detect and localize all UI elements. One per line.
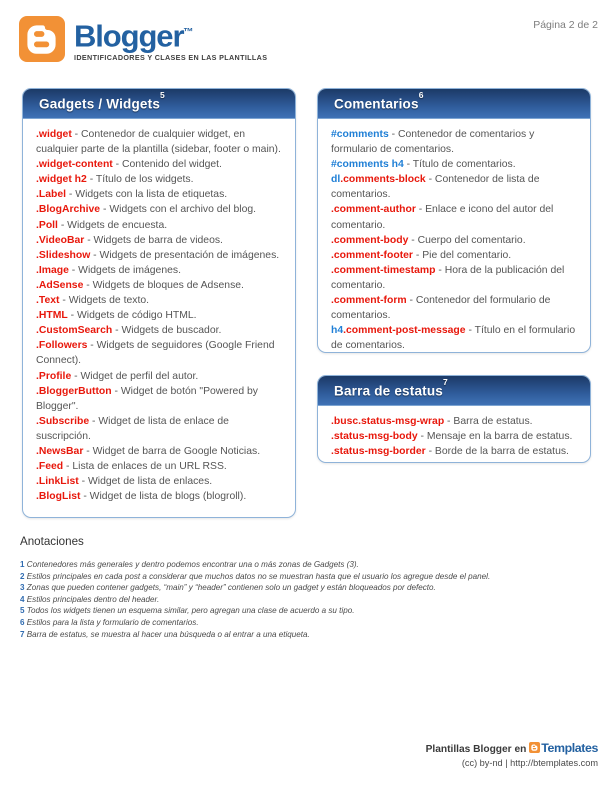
annotations-section (20, 535, 595, 640)
selector-entry (331, 202, 579, 232)
trademark-symbol: ™ (183, 27, 194, 38)
selector-description: - Widget de botón "Powered by Blogger". (36, 385, 258, 412)
panel-body (23, 119, 295, 513)
brand-wordmark (74, 17, 193, 52)
selector-description: - Título en el formulario de comentarios. (331, 325, 576, 352)
selector-description: - Pie del comentario. (412, 249, 512, 261)
selector-name: dl (331, 174, 341, 186)
selector-description: - Widgets con la lista de etiquetas. (66, 189, 228, 201)
annotation-number: 6 (20, 617, 25, 627)
annotation-text: Contenedores más generales y dentro podemos encontrar una o más zonas de Gadgets (3). (24, 560, 359, 569)
selector-description: - Contenedor de comentarios y formulario de comentarios. (331, 129, 535, 156)
annotation-number: 1 (20, 560, 25, 569)
annotation-text: Estilos principales en cada post a considerar que muchos datos no se muestran hasta que el usuario los agregue desde el panel. (24, 571, 491, 581)
annotation-number: 3 (20, 583, 25, 593)
panel-body (318, 119, 590, 353)
panel-title-text: Comentarios (334, 96, 419, 112)
selector-description: - Contenido del widget. (112, 159, 222, 171)
selector-entry (331, 248, 579, 263)
selector-entry (331, 157, 579, 172)
selector-entry (36, 127, 284, 157)
selector-name: .status-msg-border (331, 446, 426, 458)
selector-description: - Widget de lista de enlaces. (78, 476, 213, 488)
selector-description: - Widgets de presentación de imágenes. (90, 249, 280, 261)
selector-description: - Widgets de imágenes. (68, 264, 181, 276)
annotation-item (20, 559, 595, 571)
selector-name: .Label (36, 189, 67, 201)
annotation-text: Estilos principales dentro del header. (24, 594, 160, 604)
annotation-number: 4 (20, 594, 25, 604)
selector-description: - Widgets con el archivo del blog. (100, 204, 257, 216)
selector-name: .widget h2 (36, 174, 87, 186)
selector-name: .AdSense (36, 279, 84, 291)
selector-entry (331, 127, 579, 157)
selector-entry (36, 308, 284, 323)
annotation-text: Zonas que pueden contener gadgets, “main” y “header” contienen solo un gadget y están bloqueados por defecto. (24, 583, 436, 593)
panel-header (318, 89, 590, 119)
selector-description: - Lista de enlaces de un URL RSS. (63, 461, 227, 473)
selector-entry (36, 293, 284, 308)
panel-body (318, 406, 590, 463)
page-number: Página 2 de 2 (533, 19, 598, 31)
selector-name: .Image (36, 264, 69, 276)
panel-title (39, 90, 165, 112)
logo-text-column (74, 16, 267, 62)
panel-header (23, 89, 295, 119)
selector-entry (36, 172, 284, 187)
selector-description: - Hora de la publicación del comentario. (331, 264, 565, 291)
selector-description: - Widgets de barra de videos. (84, 234, 223, 246)
panel-title (334, 377, 448, 399)
annotation-number: 7 (20, 629, 25, 639)
annotation-item (20, 629, 595, 641)
selector-name: .comment-timestamp (331, 264, 436, 276)
selector-name: .NewsBar (36, 445, 84, 457)
blogger-b-icon-small (529, 742, 540, 753)
annotation-item (20, 605, 595, 617)
selector-name: .Followers (36, 340, 88, 352)
selector-name: .Poll (36, 219, 58, 231)
panel-title-footnote: 6 (418, 90, 424, 101)
panel-title (334, 90, 424, 112)
annotation-item (20, 594, 595, 606)
selector-description: - Widgets de buscador. (112, 325, 222, 337)
selector-entry (36, 444, 284, 459)
blogger-logo (19, 16, 267, 62)
annotation-text: Barra de estatus, se muestra al hacer una búsqueda o al entrar a una etiqueta. (24, 629, 310, 639)
selector-description: - Contenedor de cualquier widget, en cualquier parte de la plantilla (sidebar, footer o main). (36, 129, 281, 156)
selector-entry (36, 459, 284, 474)
selector-description: - Contenedor del formulario de comentarios. (331, 295, 551, 322)
selector-name: .busc.status-msg-wrap (331, 416, 445, 427)
selector-description: - Widgets de encuesta. (57, 219, 168, 231)
footer-license: (cc) by-nd | http://btemplates.com (461, 758, 598, 768)
selector-name: .CustomSearch (36, 325, 113, 337)
panel-title-footnote: 7 (443, 377, 448, 388)
selector-name: .LinkList (36, 476, 79, 488)
logo-subtitle: IDENTIFICADORES Y CLASES EN LAS PLANTILLAS (74, 53, 268, 63)
selector-entry (331, 429, 579, 444)
selector-description: - Widgets de texto. (59, 295, 149, 307)
selector-name: #comments h4 (331, 159, 404, 171)
selector-entry (36, 384, 284, 414)
selector-name: .comments-block (340, 174, 426, 186)
panel-title-text: Gadgets / Widgets (39, 96, 161, 112)
selector-entry (36, 263, 284, 278)
selector-name: .comment-form (331, 295, 407, 307)
selector-name: .BlogArchive (36, 204, 101, 216)
selector-name: .comment-footer (331, 249, 413, 261)
selector-entry (36, 278, 284, 293)
selector-name: .Text (36, 295, 60, 307)
annotation-item (20, 617, 595, 629)
annotation-item (20, 571, 595, 583)
templates-wordmark: Templates (541, 741, 598, 755)
selector-description: - Enlace e icono del autor del comentario. (331, 204, 554, 231)
selector-description: - Widgets de bloques de Adsense. (83, 279, 244, 291)
selector-name: .Subscribe (36, 415, 90, 427)
selector-description: - Widgets de seguidores (Google Friend Connect). (36, 340, 275, 367)
selector-description: - Mensaje en la barra de estatus. (417, 431, 573, 443)
annotations-heading: Anotaciones (20, 535, 84, 548)
selector-description: - Widget de lista de enlace de suscripción. (36, 415, 229, 442)
brand-name: Blogger (74, 18, 184, 54)
selector-description: - Widget de lista de blogs (blogroll). (80, 491, 247, 503)
selector-description: - Título de los widgets. (86, 174, 194, 186)
selector-description: - Cuerpo del comentario. (408, 234, 526, 246)
selector-name: #comments (331, 129, 389, 140)
panel-title-footnote: 5 (160, 90, 165, 101)
selector-entry (331, 263, 579, 293)
selector-description: - Título de comentarios. (403, 159, 516, 171)
annotation-text: Todos los widgets tienen un esquema similar, pero agregan una clase de acuerdo a su tipo. (24, 606, 355, 616)
footer-credit (426, 741, 598, 757)
annotation-number: 2 (20, 571, 25, 581)
selector-entry (331, 172, 579, 202)
selector-name: .comment-body (331, 234, 409, 246)
panel-header (318, 376, 590, 406)
selector-entry (36, 489, 284, 504)
selector-entry (331, 293, 579, 323)
selector-entry (36, 369, 284, 384)
selector-entry (331, 414, 579, 429)
selector-description: - Widget de perfil del autor. (71, 370, 199, 382)
selector-name: .BloggerButton (36, 385, 112, 397)
selector-name: .HTML (36, 310, 68, 322)
selector-entry (331, 233, 579, 248)
panel-title-text: Barra de estatus (334, 383, 443, 399)
selector-name: .Slideshow (36, 249, 91, 261)
annotation-number: 5 (20, 606, 25, 616)
selector-entry (36, 233, 284, 248)
selector-description: - Barra de estatus. (444, 416, 533, 427)
selector-description: - Widget de barra de Google Noticias. (83, 445, 261, 457)
blogger-b-icon (19, 16, 65, 62)
selector-name: .widget (36, 129, 72, 140)
selector-name: .comment-author (331, 204, 416, 216)
selector-name: .Feed (36, 461, 64, 473)
selector-name: .comment-post-message (343, 325, 466, 337)
annotation-item (20, 582, 595, 594)
selector-name: .VideoBar (36, 234, 85, 246)
selector-entry (331, 444, 579, 459)
annotation-text: Estilos para la lista y formulario de comentarios. (24, 617, 199, 627)
selector-entry (36, 187, 284, 202)
selector-name: .BlogList (36, 491, 81, 503)
panel-barra-de-estatus (317, 375, 591, 463)
selector-entry (36, 248, 284, 263)
selector-description: - Widgets de código HTML. (67, 310, 197, 322)
selector-entry (36, 202, 284, 217)
selector-description: - Borde de la barra de estatus. (425, 446, 569, 458)
page-header (0, 0, 612, 78)
page-footer (426, 741, 598, 770)
selector-name: .status-msg-body (331, 431, 418, 443)
selector-entry (36, 323, 284, 338)
annotations-list (20, 559, 595, 640)
selector-description: - Contenedor de lista de comentarios. (331, 174, 540, 201)
selector-name: .widget-content (36, 159, 113, 171)
panel-comentarios (317, 88, 591, 353)
selector-entry (36, 218, 284, 233)
selector-name: h4 (331, 325, 344, 337)
selector-name: .Profile (36, 370, 72, 382)
panel-gadgets-widgets (22, 88, 296, 518)
selector-entry (36, 338, 284, 368)
selector-entry (36, 157, 284, 172)
selector-entry (331, 323, 579, 353)
selector-entry (36, 474, 284, 489)
selector-entry (36, 414, 284, 444)
footer-prefix: Plantillas Blogger en (425, 744, 527, 755)
